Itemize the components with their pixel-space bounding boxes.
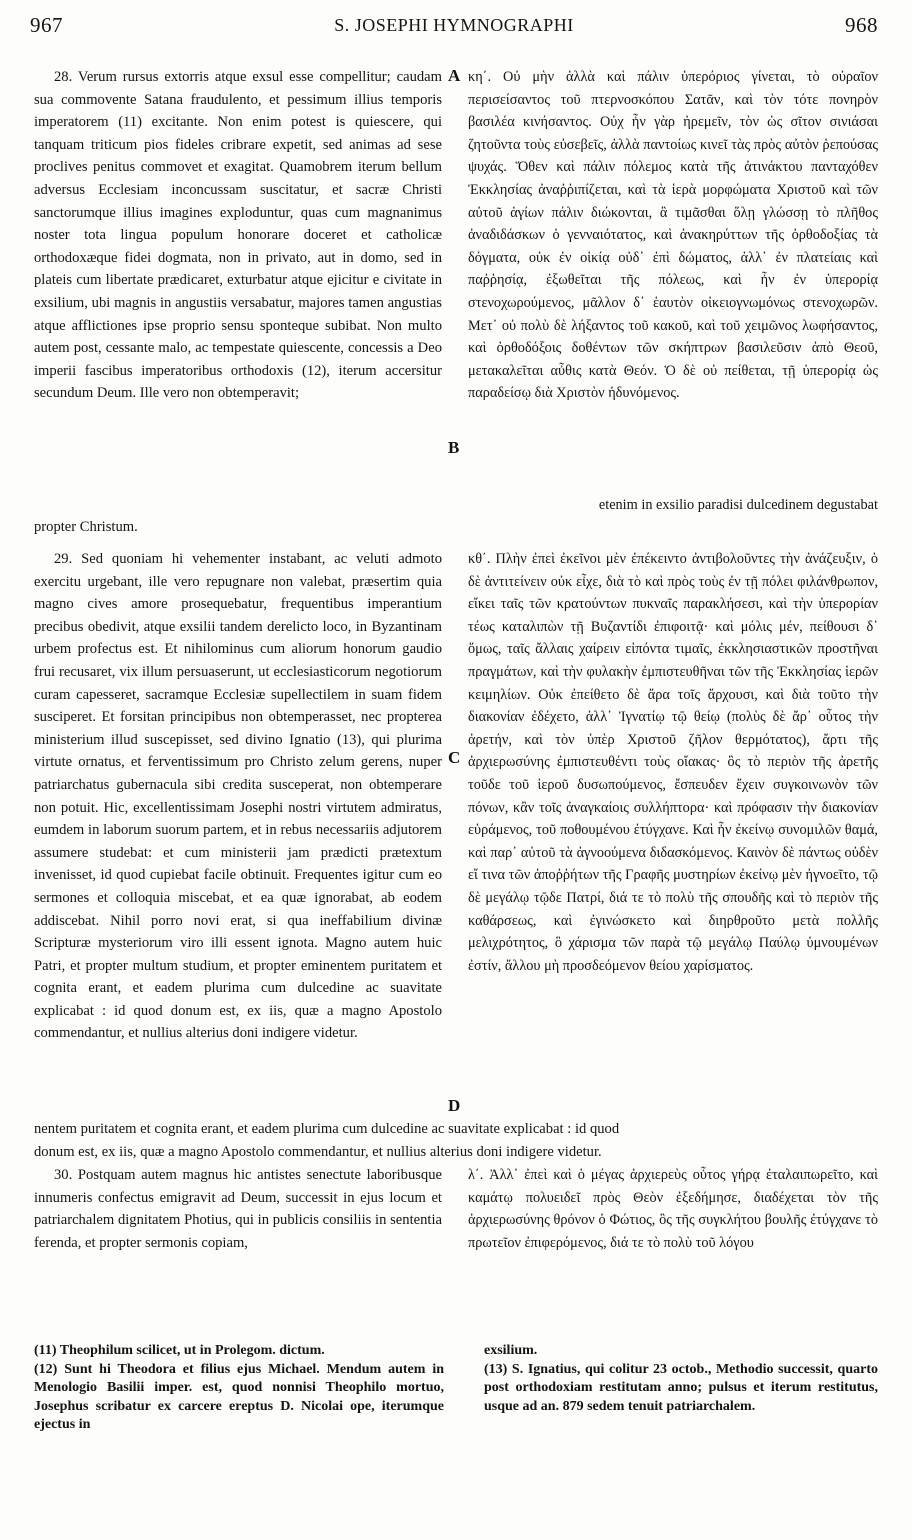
- latin-paragraph-28: 28. Verum rursus extorris atque exsul esse compellitur; caudam sua commovente Satana fraudulento, et pessimum illius temporis imperatorem (11) excitante. Non enim potest is quiescere, qui tanquam triticum pios fideles cribrare expetit, sed animas ad sese proclives penitus commovet et exagitat. Quamobrem iterum bellum adversus Ecclesiam inconcussam suscitatur, et sacræ Christi sanctorumque illius imagines exploduntur, quas cum magnanimus noster tota lingua populum honorare doceret et catholicæ orthodoxæque fidei dogmata, non in privato, aut in domo, sed in plateis cum libertate prædicaret, exturbatur atque ejicitur e civitate in exsilium, ubi magnis in angustiis versabatur, majores tamen angustias atque afflictiones ipse proprio sensu sponteque subibat. Non multo autem post, cessante malo, ac tempestate quiescente, concessis a Deo imperii fascibus imperatoribus orthodoxis (12), iterum accersitur secundum Deum. Ille vero non obtemperavit;: [34, 69, 442, 402]
- greek-column-middle: [468, 548, 878, 1118]
- span-line-2: donum est, ex iis, quæ a magno Apostolo commendantur, et nullius alterius doni indigere videtur.: [34, 1143, 602, 1160]
- margin-marker-b: B: [448, 438, 460, 457]
- footnote-11: (11) Theophilum scilicet, ut in Prolegom. dictum.: [34, 1343, 325, 1358]
- latin-span-text: etenim in exsilio paradisi dulcedinem degustabat: [598, 497, 878, 513]
- margin-marker-d: D: [448, 1096, 461, 1115]
- latin-column-span: [34, 516, 442, 539]
- latin-paragraph-28-tail: propter Christum.: [34, 519, 138, 535]
- latin-paragraph-29: 29. Sed quoniam hi vehementer instabant, ac veluti admoto exercitu urgebant, ille vero repugnare non valebat, præsertim quia magno cives amore prosequebatur, frequentibus imperantium precibus obedivit, atque exsilii tandem derelicto loco, in Byzantinam urbem profectus est. Et nihilominus cum aliorum honorum gaudio frui recusaret, vix illum persuaserunt, ut ecclesiasticorum negotiorum curam capesseret, sacramque Ecclesiæ supellectilem in suam fidem susciperet. Et forsitan principibus non obtemperasset, nec propterea ministerium illud suscepisset, sed divino Ignatio (13), qui plurima virtute ornatus, et ferventissimum pro Christo zelum gerens, nuper patriarchatus gubernacula sibi credita susceperat, non obtemperare non potuit. Hic, excellentissimam Josephi nostri virtutem admiratus, eumdem in laborum suorum partem, et in rebus necessariis adjutorem assumere studebat: et cum ministerii jam prædicti prætextum invenisset, id quod cupiebat facile obtinuit. Frequentes igitur cum eo sermones et colloquia miscebat, et ea quæ ignorabat, ab eodem addiscebat. Nihil porro novi erat, si qua ineffabilium divinæ Scripturæ mysteriorum viro illi essent ignota. Magno autem huic Patri, et propter multum studium, et propter eminentem puritatem et cognita erant, et eadem plurima cum dulcedine ac suavitate explicabat : id quod donum est, ex iis, quæ a magno Apostolo commendantur, et nullius alterius doni indigere videtur.: [34, 551, 442, 1042]
- footnote-13: (13) S. Ignatius, qui colitur 23 octob., Methodio successit, quarto post orthodoxiam restitutam anno; pulsus et iterum restitutus, usque ad an. 879 sedem tenuit patriarchalem.: [484, 1361, 878, 1414]
- footnotes-right: [484, 1342, 878, 1416]
- latin-column-top: [34, 66, 442, 514]
- running-title: S. JOSEPHI HYMNOGRAPHI: [334, 14, 574, 35]
- footnotes-left: [34, 1342, 444, 1435]
- latin-paragraph-30: 30. Postquam autem magnus hic antistes senectute laboribusque innumeris confectus emigravit ad Deum, successit in ejus locum et patriarchalem dignitatem Photius, qui in publicis consiliis in sententia ferenda, et propter sermonis copiam,: [34, 1167, 442, 1251]
- span-line-1: nentem puritatem et cognita erant, et eadem plurima cum dulcedine ac suavitate explicabat : id quod: [34, 1121, 620, 1137]
- greek-paragraph-30: λ΄. Ἀλλ᾽ ἐπεὶ καὶ ὁ μέγας ἀρχιερεὺς οὗτος γήρᾳ ἐταλαιπωρεῖτο, καὶ καμάτῳ πολυειδεῖ πρὸς Θεὸν ἐξεδήμησε, διαδέχεται τὸν τῆς ἀρχιερωσύνης θρόνον ὁ Φώτιος, ὃς τῆς συγκλήτου βουλῆς ἐτύγχανε τὸ πρωτεῖον ἐπιφερόμενος, διά τε τὸ πολὺ τοῦ λόγου: [468, 1167, 878, 1251]
- greek-column-bottom: [468, 1164, 878, 1340]
- greek-paragraph-29: κθ΄. Πλὴν ἐπεὶ ἐκεῖνοι μὲν ἐπέκειντο ἀντιβολοῦντες τὴν ἀνάζευξιν, ὁ δὲ ἀντιτείνειν οὐκ εἶχε, διὰ τὸ καὶ πρὸς τοὺς ἐν τῇ πόλει φιλάνθρωπον, εἴκει ταῖς τῶν κρατούντων πυκναῖς παρακλήσεσι, καὶ τὴν ὑπερορίαν τέως καταλιπὼν τῇ Βυζαντίδι ἐπιφοιτᾷ· καὶ μόλις μέν, πείθουσι δ᾽ ὅμως, ταῖς ἄλλαις χαίρειν εἰπόντα τιμαῖς, ἐκκλησιαστικῶν προστῆναι πραγμάτων, καὶ τὴν φυλακὴν ἐμπιστευθῆναι τῶν τῆς Ἐκκλησίας ἱερῶν κειμηλίων. Οὐκ ἐπείθετο δὲ ἄρα τοῖς ἄρχουσι, καὶ διὰ τοῦτο τὴν διακονίαν ἐδέχετο, ἀλλ᾽ Ἰγνατίῳ τῷ θείῳ (πολὺς δὲ ἄρ᾽ οὗτος τὴν ἀρετήν, καὶ τὸν ὑπὲρ Χριστοῦ ζῆλον θερμότατος), ἄρτι τῆς ἀρχιερωσύνης ἐμπιστευθέντι τοὺς οἴακας· ὃς τὸ περιὸν τῆς ἀρετῆς τοῦδε τοῦ ἱεροῦ δυσωπούμενος, ἔσπευδεν ἔχειν συγκοινωνὸν τῶν πόνων, κἂν τοῖς ἀναγκαίοις συλλήπτορα· καὶ πρόφασιν τὴν διακονίαν εὑράμενος, τοῦ ποθουμένου ἐτύγχανε. Καὶ ἦν ἐκείνῳ συνομιλῶν θαμά, καὶ παρ᾽ αὐτοῦ τὰ ἀγνοούμενα διδασκόμενος. Καινὸν δὲ πάντως οὐδὲν εἴ τινα τῶν ἀποῤῥήτων τῆς Γραφῆς μυστηρίων ἐκείνῳ μὲν ἠγνοεῖτο, τῷ δὲ μεγάλῳ τῷδε Πατρί, διά τε τὸ πολὺ τῆς σπουδῆς καὶ τὸ περιὸν τῆς καθάρσεως, καὶ ἐγινώσκετο καὶ διηρθροῦτο μετὰ πολλῆς μελιχρότητος, ὃ χάρισμα τῶν παρὰ τῷ μεγάλῳ Παύλῳ ὑμνουμένων ἐστίν, ἄλλου μὴ προσδεόμενον θείου χαρίσματος.: [468, 551, 878, 974]
- margin-marker-c: C: [448, 748, 461, 767]
- latin-column-middle: [34, 548, 442, 1118]
- full-width-span: [34, 1118, 878, 1163]
- page-number-left: 967: [30, 12, 63, 37]
- margin-marker-a: A: [448, 66, 461, 85]
- running-header: [30, 10, 878, 40]
- greek-column-top: [468, 66, 878, 514]
- latin-column-bottom: [34, 1164, 442, 1340]
- footnote-12: (12) Sunt hi Theodora et filius ejus Michael. Mendum autem in Menologio Basilii imper. est, quod nonnisi Theophilo mortuo, Josephus scribatur ex carcere ereptus D. Nicolai ope, iterumque ejectus in: [34, 1361, 444, 1432]
- greek-paragraph-28: κη΄. Οὐ μὴν ἀλλὰ καὶ πάλιν ὑπερόριος γίνεται, τὸ οὐραῖον περισείσαντος τοῦ πτερνοσκόπου Σατᾶν, καὶ τὸν τότε πονηρὸν βασιλέα κινήσαντος. Οὐχ ἦν γὰρ ἠρεμεῖν, τὸν ὡς σῖτον σινιάσαι ζητοῦντα τοὺς εὐσεβεῖς, ἀλλὰ παντοίως κινεῖ τὰς πρὸς αὐτὸν ῥεπούσας ψυχάς. Ὅθεν καὶ πάλιν πόλεμος κατὰ τῆς ἀτινάκτου πανταχόθεν Ἐκκλησίας ἀναῤῥιπίζεται, καὶ τὰ ἱερὰ μορφώματα Χριστοῦ καὶ τῶν αὐτοῦ ἁγίων πάλιν διώκονται, ἃ τιμᾶσθαι ὅλῃ γλώσσῃ τὸ πλῆθος ἀναδιδάσκων ὁ γενναιότατος, καὶ ἀνακηρύττων τῆς ὀρθοδοξίας τὰ δόγματα, οὐκ ἐν οἰκίᾳ οὐδ᾽ ἐπὶ δώματος, ἀλλ᾽ ἐν πλατείαις καὶ παῤῥησίᾳ, ἐξωθεῖται τῆς πόλεως, καὶ ἦν ἐν ὑπερορίᾳ στενοχωρούμενος, μᾶλλον δ᾽ ἑαυτὸν οἰκειογνωμόνως στενοχωρῶν. Μετ᾽ οὐ πολὺ δὲ λήξαντος τοῦ κακοῦ, καὶ τοῦ χειμῶνος λωφήσαντος, καὶ ὀρθοδόξοις δοθέντων τῶν σκήπτρων βασιλεῦσιν ἀπὸ Θεοῦ, μετακαλεῖται αὖθις κατὰ Θεόν. Ὁ δὲ οὐ πείθεται, τῇ ὑπερορίᾳ ὡς παραδείσῳ διὰ Χριστὸν ἡδυνόμενος.: [468, 69, 878, 402]
- span-line-right: [468, 494, 878, 517]
- footnote-12-continued: exsilium.: [484, 1343, 538, 1358]
- text-columns: [34, 66, 878, 1540]
- page-number-right: 968: [844, 12, 878, 37]
